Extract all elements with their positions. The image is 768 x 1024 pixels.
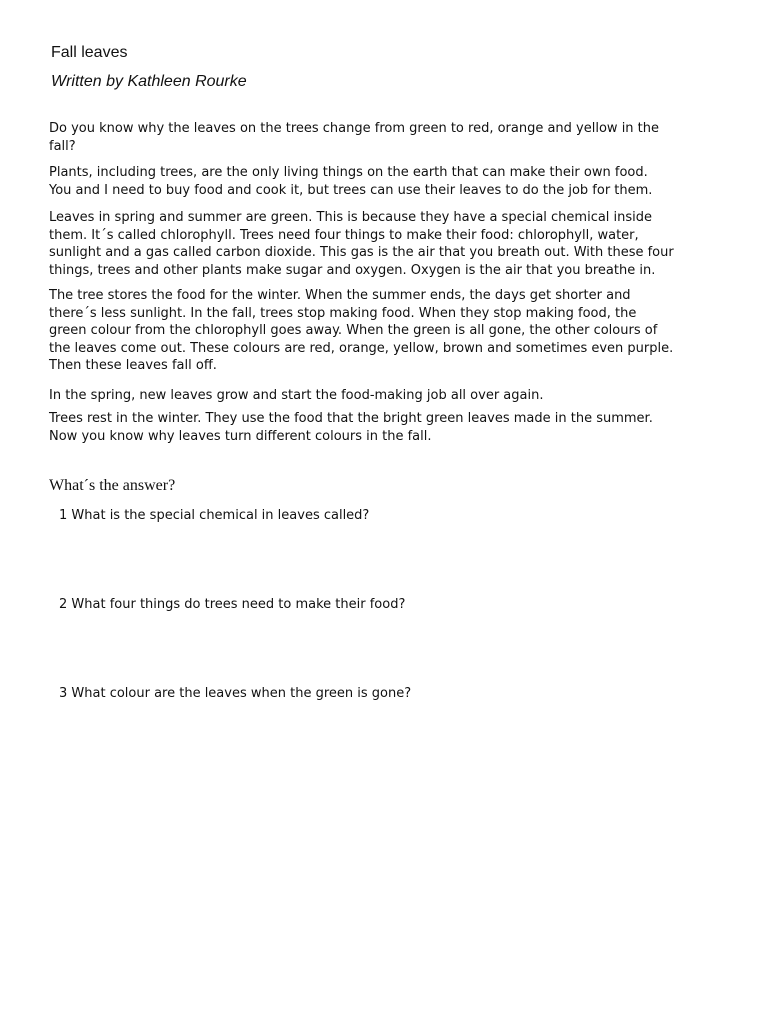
paragraph-winter: Trees rest in the winter. They use the food that the bright green leaves made in the summer. Now you know why leaves turn different colours in the fall. <box>49 411 653 444</box>
paragraph-intro: Do you know why the leaves on the trees change from green to red, orange and yellow in the fall? <box>49 121 660 154</box>
questions-heading: What´s the answer? <box>49 477 176 494</box>
paragraph-fall-colours: The tree stores the food for the winter. When the summer ends, the days get shorter and there´s less sunlight. In the fall, trees stop making food. When they stop making food, the green colour from the chlorophyll goes away. When the green is all gone, the other colours of the leaves come out. These colours are red, orange, yellow, brown and sometimes even purple. Then these leaves fall off. <box>49 288 674 374</box>
paragraph-chlorophyll: Leaves in spring and summer are green. This is because they have a special chemical inside them. It´s called chlorophyll. Trees need four things to make their food: chlorophyll, water, sunlight and a gas called carbon dioxide. This gas is the air that you breath out. With these four things, trees and other plants make sugar and oxygen. Oxygen is the air that you breathe in. <box>49 210 674 278</box>
paragraph-plants: Plants, including trees, are the only living things on the earth that can make their own food. You and I need to buy food and cook it, but trees can use their leaves to do the job for them. <box>49 165 653 198</box>
author-line: Written by Kathleen Rourke <box>51 73 247 90</box>
paragraph-spring: In the spring, new leaves grow and start the food-making job all over again. <box>49 388 544 403</box>
question-2: 2 What four things do trees need to make their food? <box>59 597 406 612</box>
question-1: 1 What is the special chemical in leaves called? <box>59 508 370 523</box>
page-title: Fall leaves <box>51 44 128 61</box>
question-3: 3 What colour are the leaves when the green is gone? <box>59 686 412 701</box>
